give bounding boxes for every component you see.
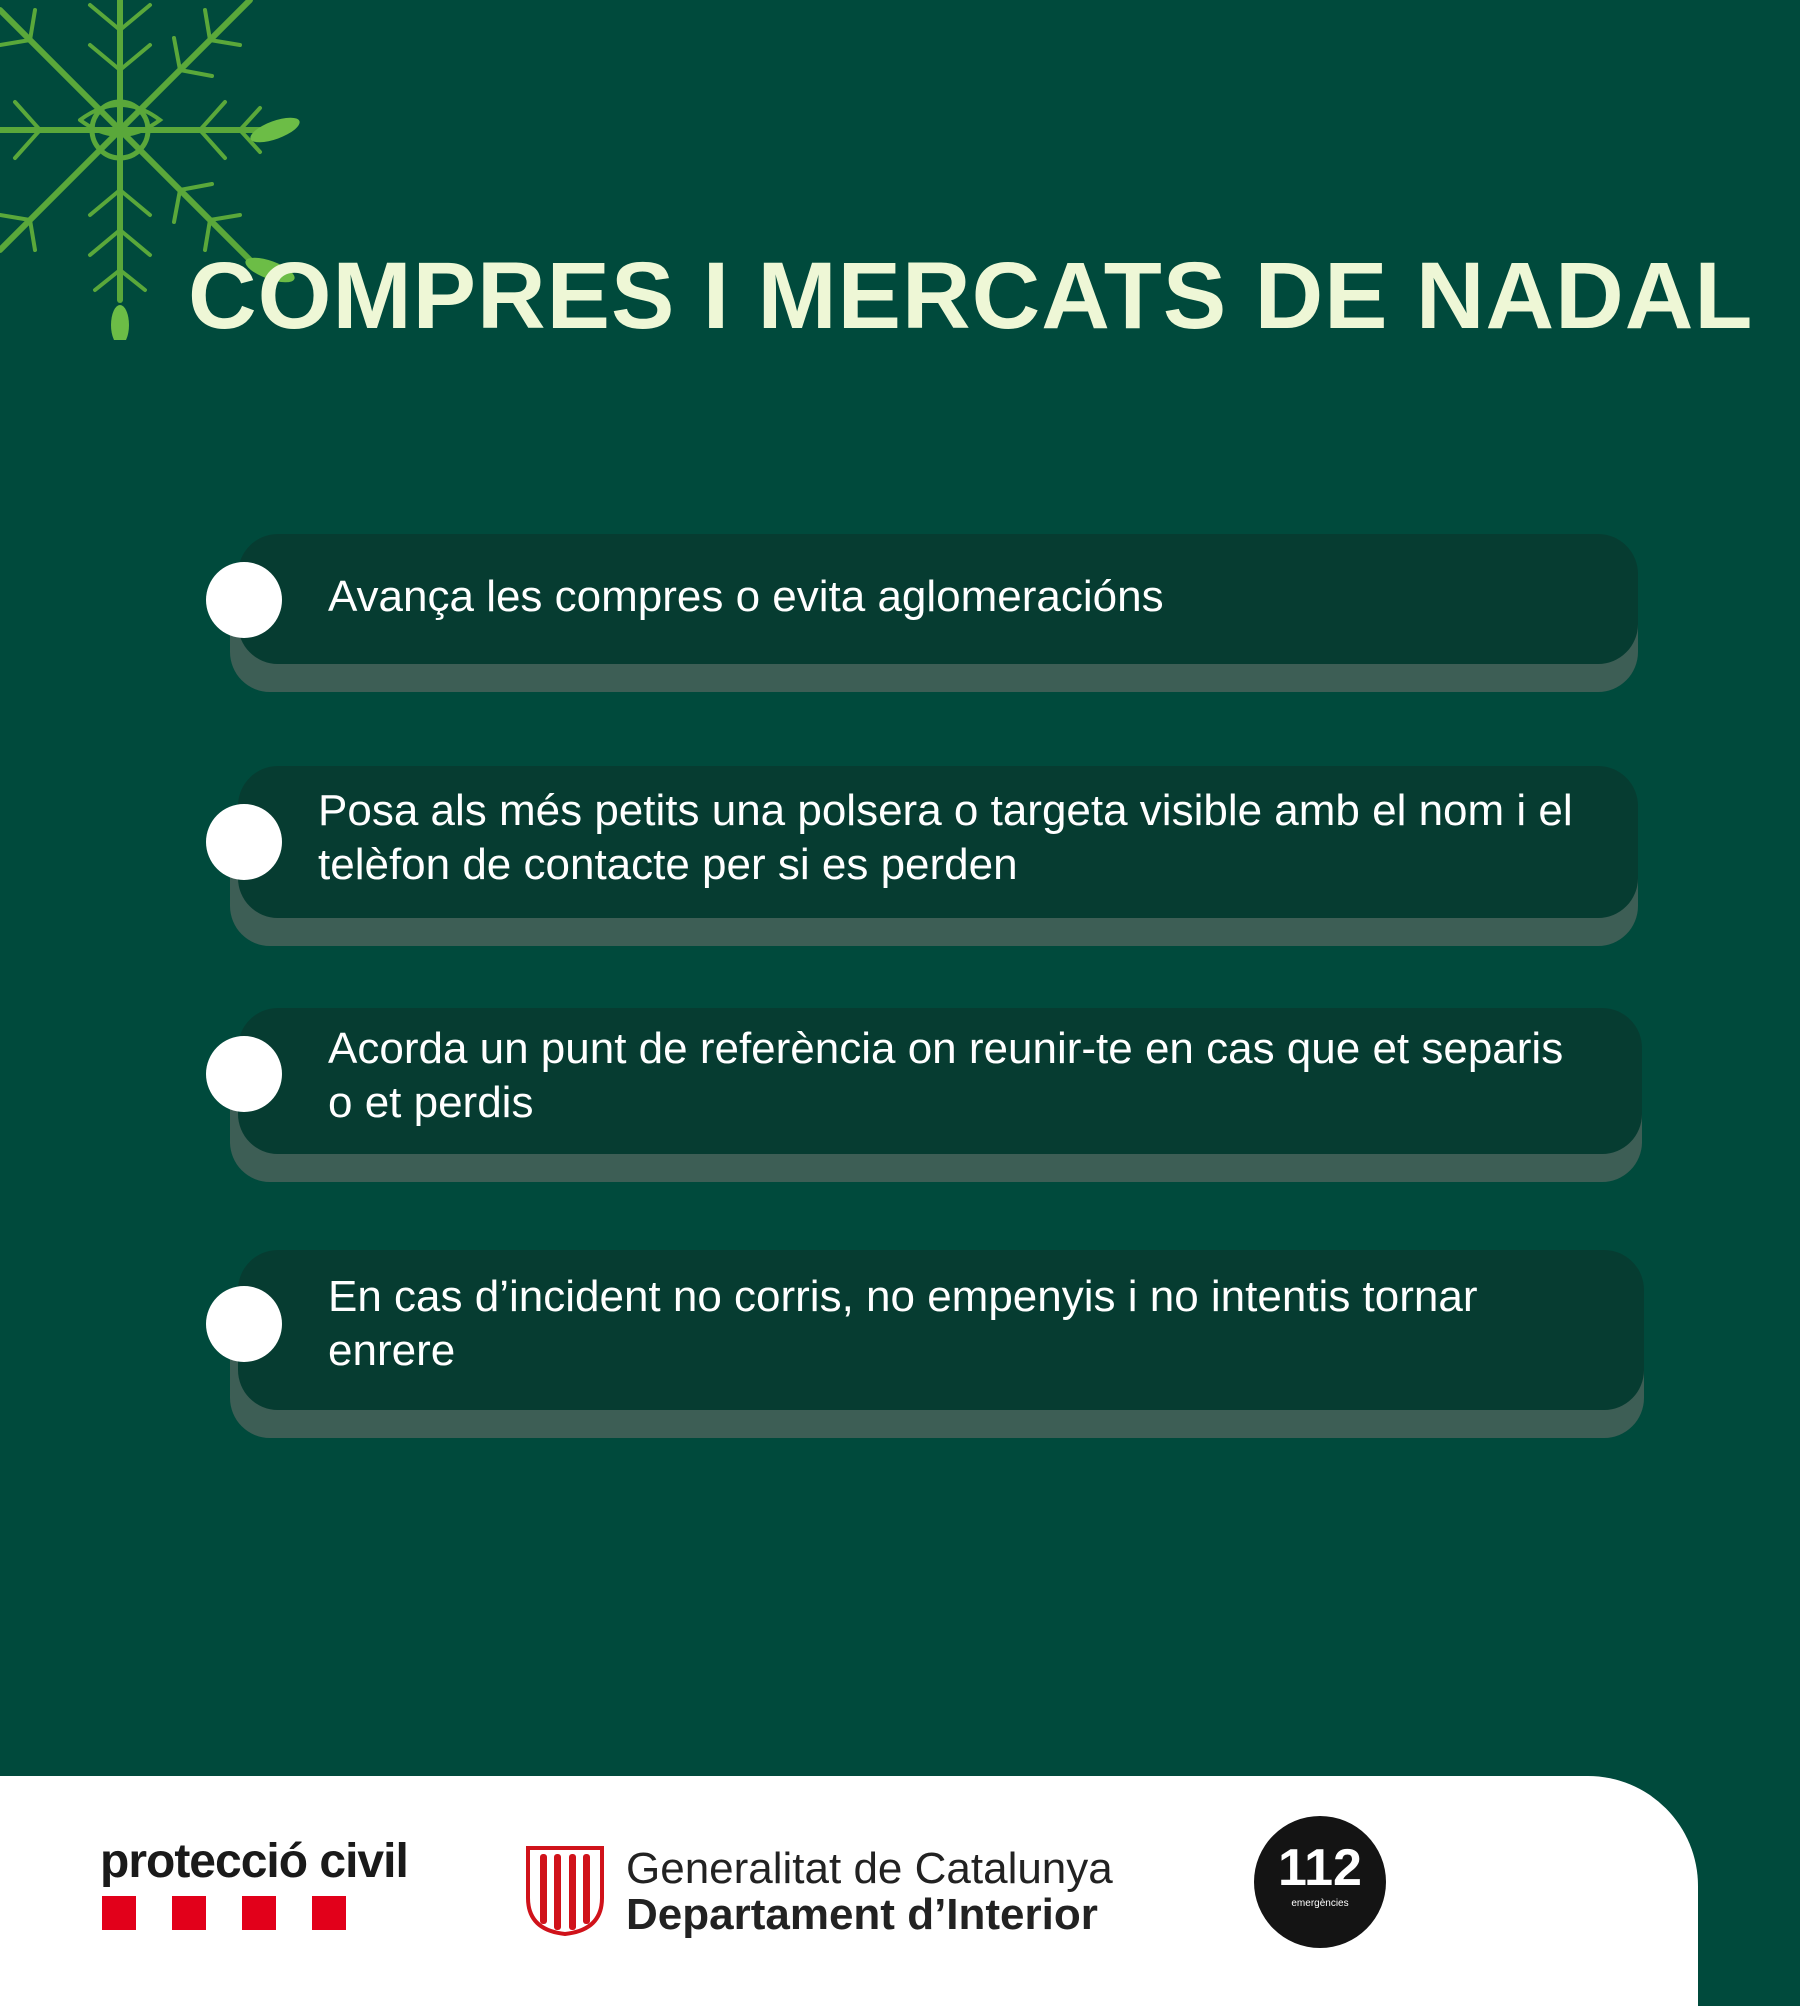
footer-logos: [0, 1776, 1698, 2006]
tip-card-2: [208, 766, 1638, 918]
tip-text-1: Avança les compres o evita aglomeracións: [328, 572, 1164, 621]
department-name: Departament d’Interior: [626, 1890, 1098, 1939]
tip-text-3: Acorda un punt de referència on reunir-te en cas que et separis o et perdis: [328, 1024, 1564, 1127]
page-title: COMPRES I MERCATS DE NADAL: [188, 243, 1754, 349]
emergency-number: 112: [1278, 1839, 1362, 1897]
proteccio-civil-squares: [102, 1896, 346, 1930]
red-square: [172, 1896, 206, 1930]
emergency-112-logo: [1254, 1816, 1386, 1948]
red-square: [242, 1896, 276, 1930]
bullet-icon: [206, 1036, 282, 1112]
bullet-icon: [206, 1286, 282, 1362]
tip-card-1: [208, 534, 1638, 664]
red-square: [102, 1896, 136, 1930]
tip-card-3: [208, 1008, 1642, 1154]
red-square: [312, 1896, 346, 1930]
tip-text-4: En cas d’incident no corris, no empenyis i no intentis tornar enrere: [328, 1272, 1478, 1375]
senyera-shield-icon: [524, 1844, 606, 1936]
bullet-icon: [206, 804, 282, 880]
proteccio-civil-logo-text: protecció civil: [100, 1835, 408, 1888]
tip-card-4: [208, 1250, 1644, 1410]
bullet-icon: [206, 562, 282, 638]
generalitat-name: Generalitat de Catalunya: [626, 1844, 1113, 1893]
tip-text-2: Posa als més petits una polsera o targeta visible amb el nom i el telèfon de contacte per si es perden: [318, 786, 1573, 889]
emergency-label: emergències: [1291, 1898, 1349, 1909]
